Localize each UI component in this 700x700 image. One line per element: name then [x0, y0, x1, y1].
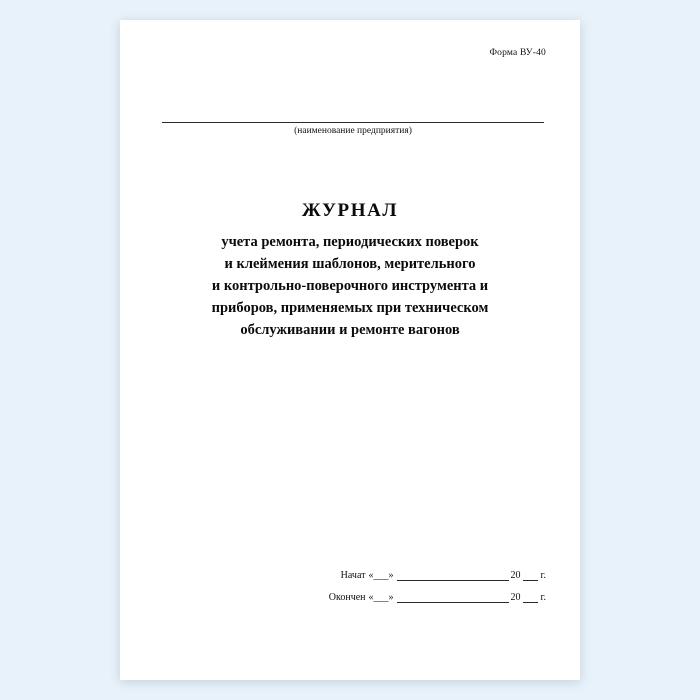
finished-year-field[interactable] [523, 593, 538, 603]
page-subtitle [154, 231, 546, 341]
page-title: ЖУРНАЛ [301, 200, 399, 221]
document-page [120, 20, 580, 680]
started-year-field[interactable] [523, 571, 538, 581]
subtitle-line: и контрольно-поверочного инструмента и [211, 278, 489, 295]
finished-year-prefix: 20 [510, 592, 521, 603]
finished-year-suffix: г. [540, 592, 546, 603]
subtitle-line: приборов, применяемых при техническом [211, 300, 489, 317]
organization-caption: (наименование предприятия) [294, 126, 412, 136]
finished-row [154, 592, 546, 603]
started-value-field[interactable] [397, 571, 509, 581]
finished-day-month[interactable]: «___» [368, 592, 394, 603]
subtitle-line: обслуживании и ремонте вагонов [240, 322, 460, 339]
subtitle-line: учета ремонта, периодических поверок [221, 234, 479, 250]
finished-value-field[interactable] [397, 593, 509, 603]
started-row [154, 570, 546, 581]
started-label: Начат [340, 570, 366, 581]
finished-label: Окончен [328, 592, 366, 603]
organization-block [162, 102, 544, 136]
form-code: Форма ВУ-40 [489, 48, 546, 58]
title-block [154, 200, 546, 341]
started-year-suffix: г. [540, 570, 546, 581]
organization-name-field[interactable] [162, 102, 544, 123]
started-day-month[interactable]: «___» [368, 570, 394, 581]
started-year-prefix: 20 [510, 570, 521, 581]
subtitle-line: и клеймения шаблонов, мерительного [224, 256, 476, 273]
footer-block [154, 570, 546, 614]
